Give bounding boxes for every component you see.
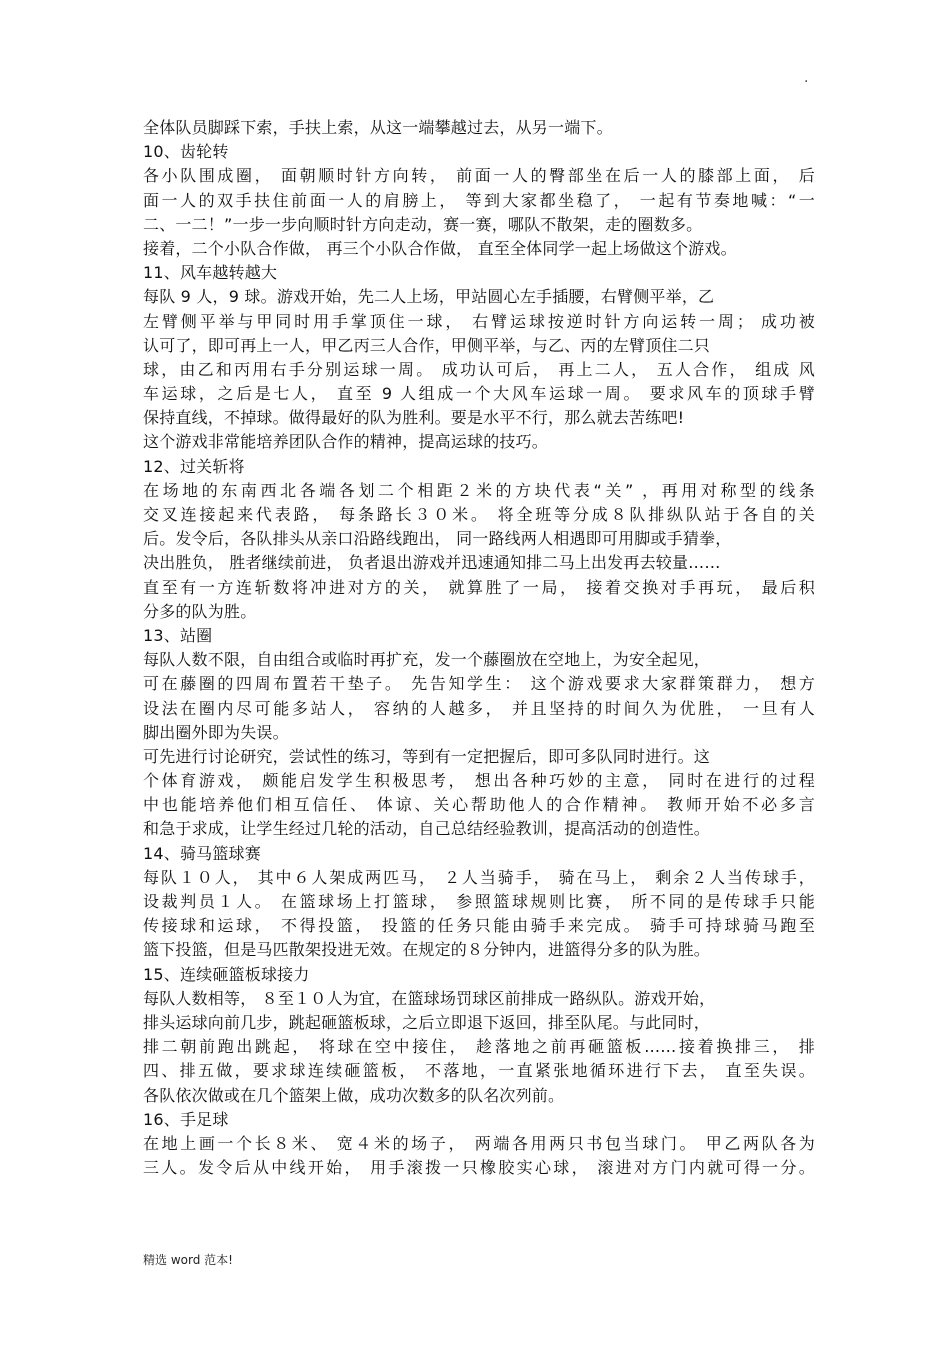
text-line: 二、一二！”一步一步向顺时针方向走动，赛一赛，哪队不散架，走的圈数多。 [143,214,703,234]
text-line: 车运球，之后是七人， 直至 9 人组成一个大风车运球一周。 要求风车的顶球手臂 [143,384,815,404]
text-line: 分多的队为胜。 [143,601,257,621]
text-line: 脚出圈外即为失误。 [143,722,289,742]
text-line: 四、排五做，要求球连续砸篮板， 不落地，一直紧张地循环进行下去， 直至失误。 [143,1061,815,1081]
text-line: 排头运球向前几步，跳起砸篮板球，之后立即退下返回，排至队尾。与此同时， [143,1012,711,1032]
text-line: 球，由乙和丙用右手分别运球一周。 成功认可后， 再上二人， 五人合作， 组成 风 [143,359,815,379]
text-line: 决出胜负， 胜者继续前进， 负者退出游戏并迅速通知排二马上出发再去较量…… [143,553,721,573]
text-line: 每队人数不限，自由组合或临时再扩充，发一个藤圈放在空地上，为安全起见， [143,650,711,670]
text-line: 每队人数相等， ８至１０人为宜，在篮球场罚球区前排成一路纵队。游戏开始， [143,988,716,1008]
text-line: 接着，二个小队合作做， 再三个小队合作做， 直至全体同学一起上场做这个游戏。 [143,238,737,258]
text-line: 篮下投篮，但是马匹散架投进无效。在规定的８分钟内，进篮得分多的队为胜。 [143,940,711,960]
text-line: 11、风车越转越大 [143,263,278,283]
text-line: 设法在圈内尽可能多站人， 容纳的人越多， 并且坚持的时间久为优胜， 一旦有人 [143,698,815,718]
text-line: 个体育游戏， 颇能启发学生积极思考， 想出各种巧妙的主意， 同时在进行的过程 [143,771,815,791]
text-line: 各队依次做或在几个篮架上做，成功次数多的队名次列前。 [143,1085,565,1105]
text-line: 10、齿轮转 [143,142,229,162]
text-line: 16、手足球 [143,1109,229,1129]
text-line: 15、连续砸篮板球接力 [143,964,310,984]
text-line: 12、过关斩将 [143,456,245,476]
text-line: 中也能培养他们相互信任、 体谅、关心帮助他人的合作精神。 教师开始不必多言 [143,795,815,815]
text-line: 全体队员脚踩下索，手扶上索，从这一端攀越过去，从另一端下。 [143,118,613,137]
text-line: 每队 9 人，9 球。游戏开始，先二人上场，甲站圆心左手插腰，右臂侧平举，乙 [143,287,715,307]
document-body [143,116,815,1180]
text-line: 各小队围成圈， 面朝顺时针方向转， 前面一人的臀部坐在后一人的膝部上面， 后 [143,166,815,186]
corner-mark: . [804,70,809,86]
text-line: 面一人的双手扶住前面一人的肩膀上， 等到大家都坐稳了， 一起有节奏地喊：“一 [143,190,815,210]
page-footer: 精选 word 范本! [143,1253,233,1267]
text-line: 14、骑马篮球赛 [143,843,261,863]
text-line: 13、站圈 [143,625,213,645]
text-line: 可先进行讨论研究，尝试性的练习，等到有一定把握后，即可多队同时进行。这 [143,746,711,766]
text-line: 三人。发令后从中线开始， 用手滚拨一只橡胶实心球， 滚进对方门内就可得一分。 [143,1158,815,1178]
text-line: 排二朝前跑出跳起， 将球在空中接住， 趁落地之前再砸篮板……接着换排三， 排 [143,1037,815,1057]
text-line: 直至有一方连斩数将冲进对方的关， 就算胜了一局， 接着交换对手再玩， 最后积 [143,577,815,597]
text-line: 交叉连接起来代表路， 每条路长３０米。 将全班等分成８队排纵队站于各自的关 [143,505,815,524]
text-line: 保持直线，不掉球。做得最好的队为胜利。要是水平不行，那么就去苦练吧! [143,408,685,428]
text-line: 可在藤圈的四周布置若干垫子。 先告知学生： 这个游戏要求大家群策群力， 想方 [143,674,815,694]
text-line: 这个游戏非常能培养团队合作的精神，提高运球的技巧。 [143,432,549,452]
text-line: 后。发令后，各队排头从亲口沿路线跑出， 同一路线两人相遇即可用脚或手猜拳， [143,529,732,549]
text-line: 认可了，即可再上一人，甲乙丙三人合作，甲侧平举，与乙、丙的左臂顶住二只 [143,335,711,355]
text-line: 左臂侧平举与甲同时用手掌顶住一球， 右臂运球按逆时针方向运转一周； 成功被 [143,311,815,331]
text-line: 传接球和运球， 不得投篮， 投篮的任务只能由骑手来完成。 骑手可持球骑马跑至 [143,916,815,936]
text-line: 每队１０人， 其中６人架成两匹马， ２人当骑手， 骑在马上， 剩余２人当传球手， [143,867,815,887]
text-line: 在地上画一个长８米、 宽４米的场子， 两端各用两只书包当球门。 甲乙两队各为 [143,1133,815,1153]
text-line: 在场地的东南西北各端各划二个相距２米的方块代表“关” ，再用对称型的线条 [143,480,815,500]
text-line: 和急于求成，让学生经过几轮的活动，自己总结经验教训，提高活动的创造性。 [143,819,711,839]
text-line: 设裁判员１人。 在篮球场上打篮球， 参照篮球规则比赛， 所不同的是传球手只能 [143,892,815,911]
